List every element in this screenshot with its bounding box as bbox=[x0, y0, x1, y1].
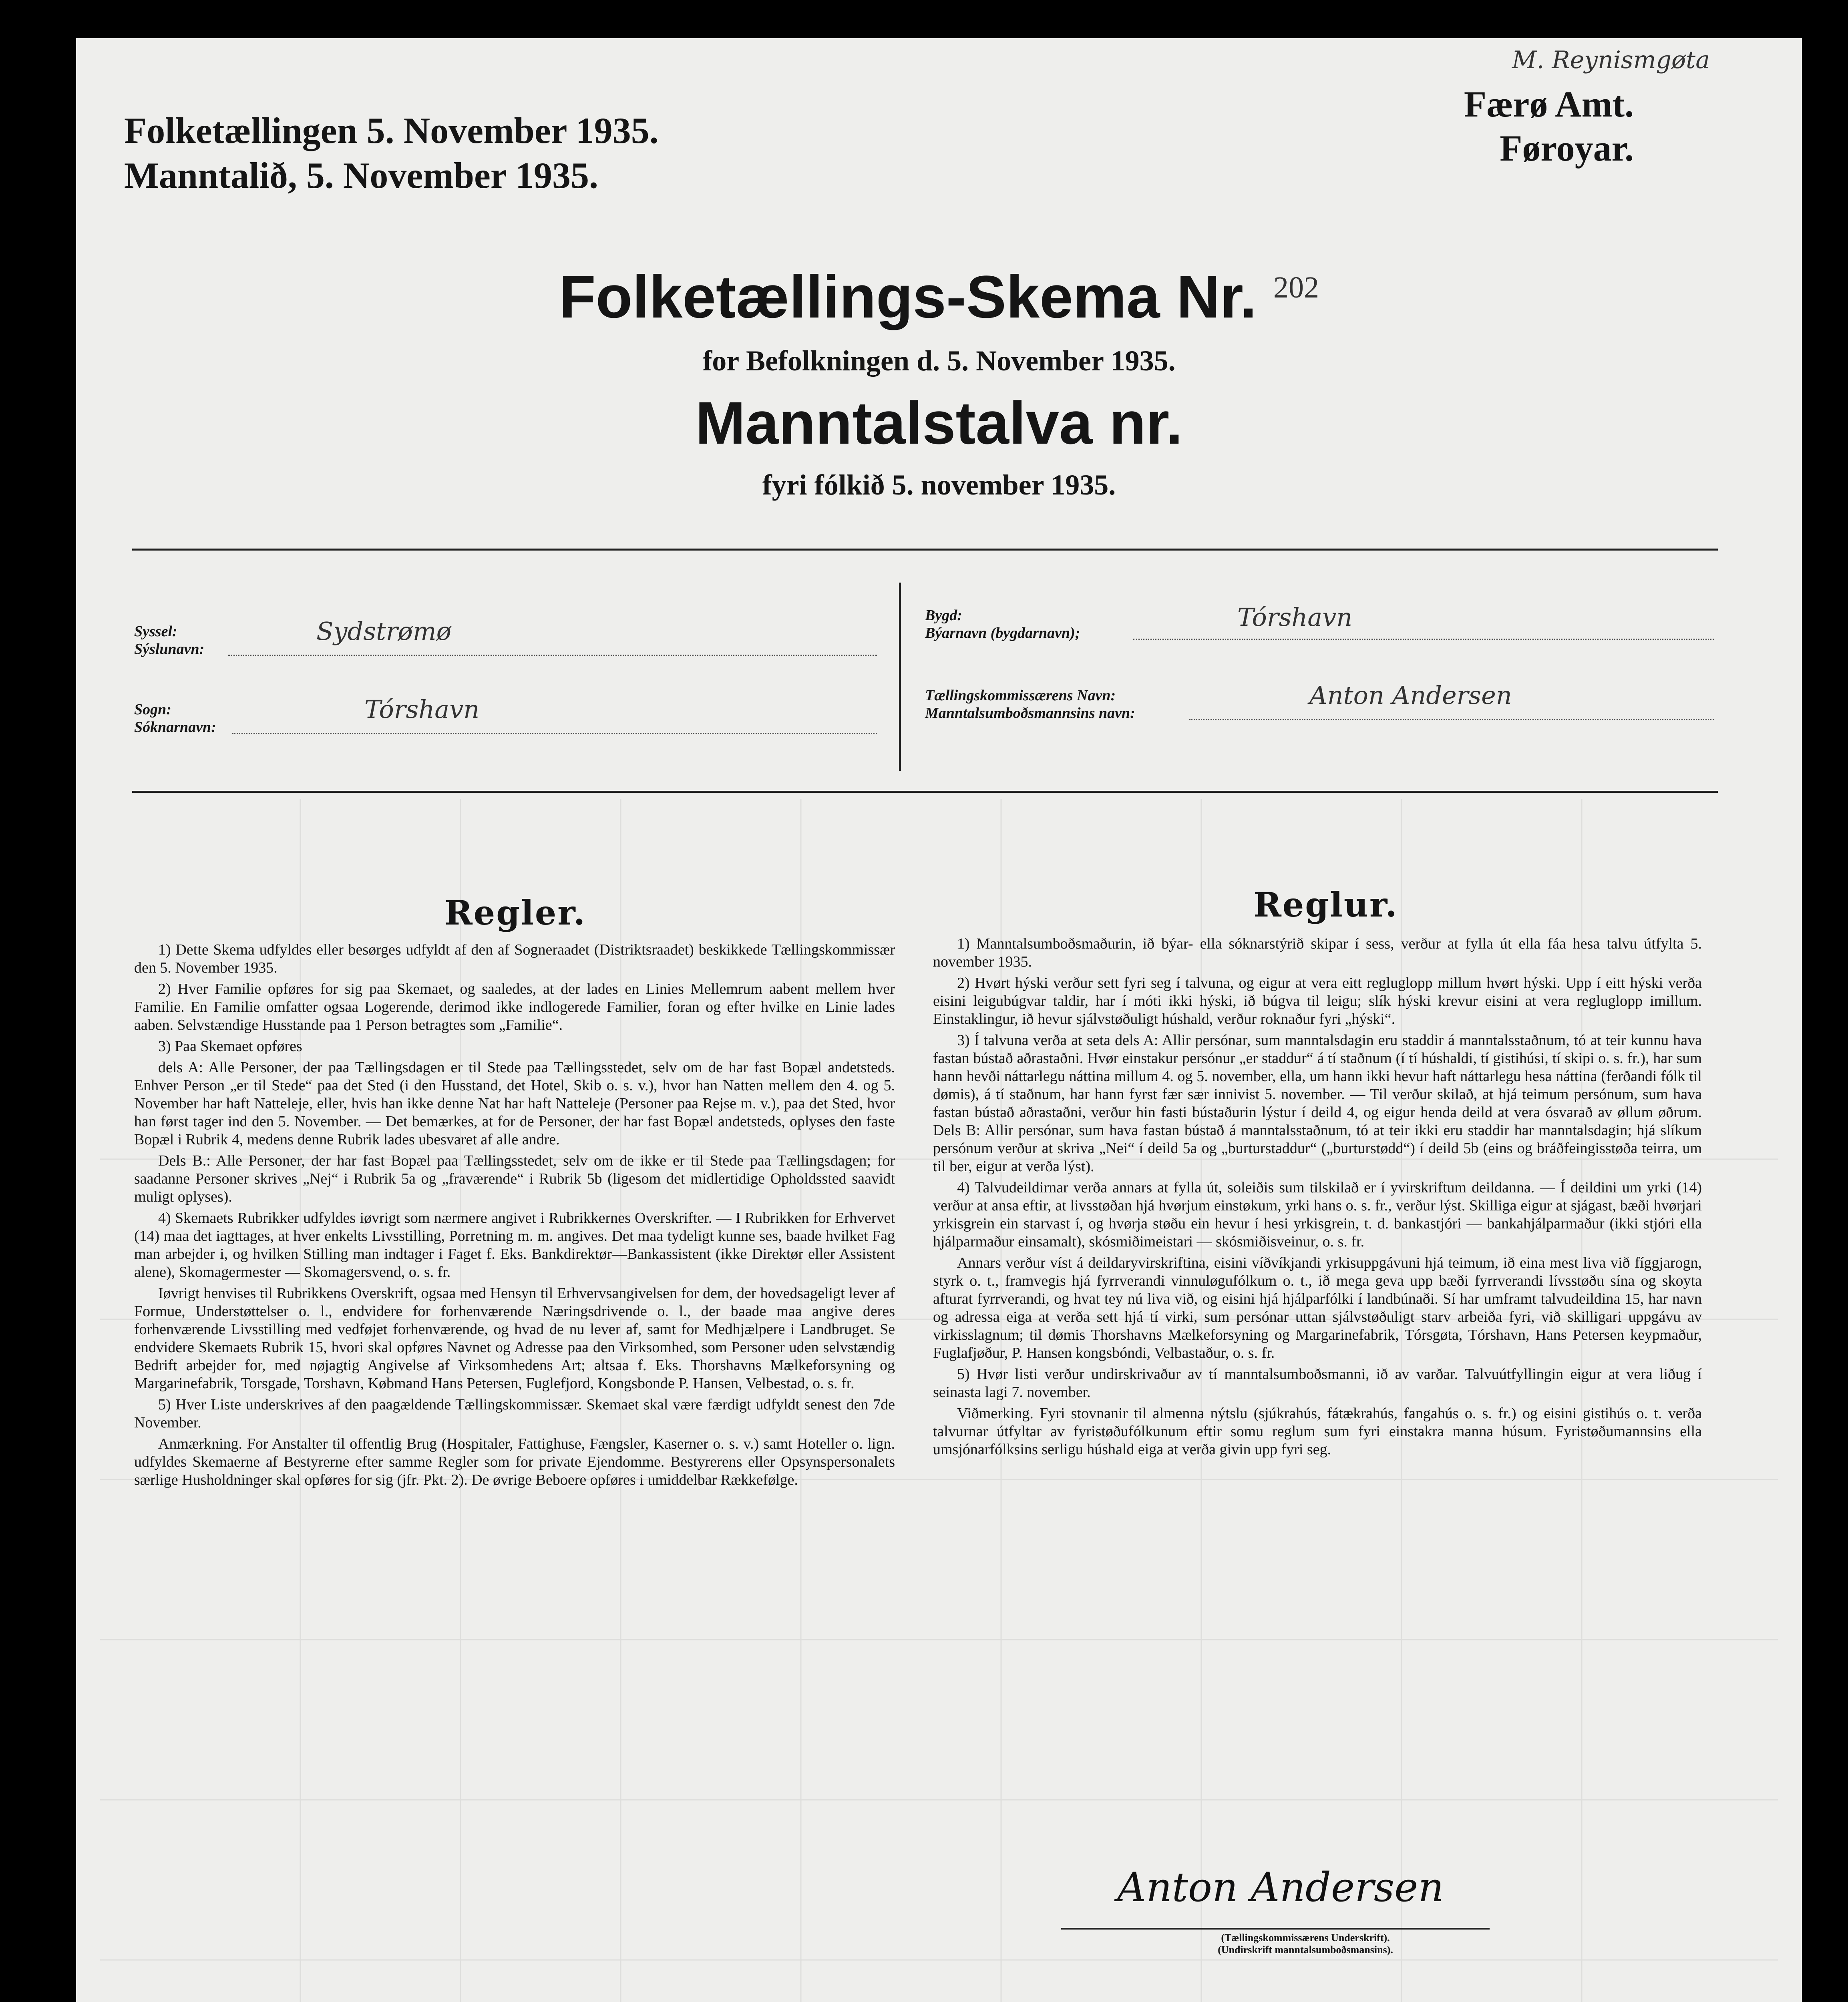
sogn-label-faroese: Sóknarnavn: bbox=[134, 719, 216, 736]
rule-fo-4-cont: Annars verður víst á deildaryvirskriftina, eisini víðvíkjandi yrkisuppgávuni hjá teimum, ið eina mest liva við fíggjarogn, styrk o. t., framvegis hjá fyrrverandi vinnuløgufólkum o. t., ið mega geva upp bæði fyrrverandi lívsstøðu sína og skoyta afturat fyrrverandi, og hvat tey nú liva við, og eisini hjá hjálparfólki í landbúnaði. Sí har umframt talvudeildina 15, har navn og adressa eiga at verða sett hjá tí virki, sum persónar uttan sjálvstøðuligt starv arbeiða fyri, við skilligari uppgávu av virkisslagnum; til dømis Thorshavns Mælkeforsyning og Margarinefabrik, Tórsgøta, Tórshavn, Hans Petersen keypmaður, Fuglafjøður, P. Hansen kongsbóndi, Velbastaður, o. s. fr. bbox=[933, 1254, 1702, 1361]
rule-da-4-cont: Iøvrigt henvises til Rubrikkens Overskrift, ogsaa med Hensyn til Erhvervsangivelsen for dem, der hovedsageligt lever af Formue, Understøttelser o. l., endvidere for forhenværende Næringsdrivende o. l., der baade maa angive deres forhenværende Livsstilling med vedføjet forhenværende, og hvad de nu lever af, samt for Medhjælpere i Landbruget. Se endvidere Skemaets Rubrik 15, hvori skal opføres Navnet og Adresse paa den Virksomhed, som Personer uden selvstændig Bedrift arbejder for, med nøjagtig Angivelse af Virksomhedens Art; altsaa f. Eks. Thorshavns Mælkeforsyning og Margarinefabrik, Torsgade, Torshavn, Købmand Hans Petersen, Fuglefjord, Kongsbonde P. Hansen, Velbestad, o. s. fr. bbox=[134, 1285, 895, 1392]
signature-line bbox=[1061, 1928, 1490, 1930]
bygd-value: Tórshavn bbox=[1237, 603, 1353, 632]
rule-fo-1: 1) Manntalsumboðsmaðurin, ið býar- ella sóknarstýrið skipar í sess, verður at fylla út ella fáa hesa talvu útfylta 5. november 1935. bbox=[933, 935, 1702, 970]
syssel-dotted-line bbox=[228, 655, 877, 656]
bygd-label-faroese: Býarnavn (bygdarnavn); bbox=[925, 625, 1080, 641]
rule-da-2: 2) Hver Familie opføres for sig paa Skemaet, og saaledes, at der lades en Linies Mellemrum aabent mellem hver Familie. En Familie omfatter ogsaa Logerende, derimod ikke indlogerede Familier, foran og efter hvilke en Linie lades aaben. Selvstændige Husstande paa 1 Person betragtes som „Familie“. bbox=[134, 981, 895, 1033]
kommissaer-dotted-line bbox=[1189, 719, 1714, 720]
rules-faroese-heading: Reglur. bbox=[1253, 885, 1398, 925]
region-faroese: Føroyar. bbox=[1500, 128, 1634, 169]
census-header-danish: Folketællingen 5. November 1935. bbox=[124, 110, 659, 151]
syssel-label bbox=[134, 623, 204, 658]
top-divider bbox=[132, 549, 1718, 551]
syssel-label-faroese: Sýslunavn: bbox=[134, 641, 205, 657]
rule-da-3: 3) Paa Skemaet opføres bbox=[158, 1038, 302, 1055]
census-header bbox=[124, 108, 659, 198]
kommissaer-label-danish: Tællingskommissærens Navn: bbox=[925, 687, 1116, 704]
sogn-value: Tórshavn bbox=[364, 695, 480, 724]
schema-subtitle: for Befolkningen d. 5. November 1935. bbox=[702, 345, 1176, 377]
census-form-sheet bbox=[76, 38, 1802, 2002]
rule-fo-2: 2) Hvørt hýski verður sett fyri seg í talvuna, og eigur at vera eitt regluglopp millum hvørt hýski. Upp í eitt hýski verða eisini leigubúgvar taldir, har í móti ikki hýski, ið búgva til leigu; slík hýski krevur eisini at vera regluglopp imillum. Einstaklingur, ið hevur sjálvstøðuligt húshald, verður roknaður fyri „hýski“. bbox=[933, 975, 1702, 1027]
region-label bbox=[1464, 82, 1634, 170]
signature: Anton Andersen bbox=[1117, 1864, 1444, 1911]
bottom-divider bbox=[132, 791, 1718, 793]
syssel-value: Sydstrømø bbox=[316, 617, 452, 646]
rule-da-3b: Dels B.: Alle Personer, der har fast Bopæl paa Tællingsstedet, selv om de ikke er til Stede paa Tællingsdagen; for saadanne Personer skrives „Nej“ i Rubrik 5a og „fraværende“ i Rubrik 5b (ligesom det midlertidige Opholdssted saavidt muligt oplyses). bbox=[134, 1152, 895, 1205]
sogn-dotted-line bbox=[232, 733, 877, 734]
signature-caption-faroese: (Undirskrift manntalsumboðsmansins). bbox=[1218, 1944, 1393, 1956]
syssel-label-danish: Syssel: bbox=[134, 623, 177, 640]
census-header-faroese: Manntalið, 5. November 1935. bbox=[124, 155, 599, 196]
rule-fo-note: Viðmerking. Fyri stovnanir til almenna nýtslu (sjúkrahús, fátækrahús, fangahús o. s. fr.) og eisini gistihús o. t. verða talvurnar útfyltar av fyristøðufólkunum eftir somu reglum sum fyri einstakra manna húsum. Fyristøðumannsins ella umsjónarfólksins serligu húshald eiga at verða givin upp fyri seg. bbox=[933, 1405, 1702, 1458]
rule-fo-5: 5) Hvør listi verður undirskrivaður av tí manntalsumboðsmanni, ið av varðar. Talvuútfyllingin eigur at vera liðug í seinasta lagi 7. november. bbox=[933, 1366, 1702, 1401]
signature-caption-danish: (Tællingskommissærens Underskrift). bbox=[1221, 1932, 1390, 1944]
rules-danish-heading: Regler. bbox=[444, 893, 587, 933]
bygd-dotted-line bbox=[1133, 639, 1714, 640]
rule-da-1: 1) Dette Skema udfyldes eller besørges udfyldt af den af Sogneraadet (Distriktsraadet) beskikkede Tællingskommissær den 5. November 1935. bbox=[134, 941, 895, 976]
rule-da-4: 4) Skemaets Rubrikker udfyldes iøvrigt som nærmere angivet i Rubrikkernes Overskrifter. — I Rubrikken for Erhvervet (14) maa det iagttages, at hver enkelts Livsstilling, Porretning m. m. angives. Det maa tydeligt kunne ses, baade hvilket Fag man arbejder i, og hvilken Stilling man indtager i Faget f. Eks. Bankdirektør—Bankassistent (ikke Direktør eller Assistent alene), Skomagermester — Skomagersvend, o. s. fr. bbox=[134, 1210, 895, 1280]
rule-da-note: Anmærkning. For Anstalter til offentlig Brug (Hospitaler, Fattighuse, Fængsler, Kaserner o. s. v.) samt Hoteller o. lign. udfyldes Skemaerne af Bestyrerne efter samme Regler som for private Ejendomme. Bestyrerens eller Opsynspersonalets særlige Husholdninger skal opføres for sig (jfr. Pkt. 2). De øvrige Beboere opføres i umiddelbar Rækkefølge. bbox=[134, 1435, 895, 1488]
field-column-divider bbox=[899, 583, 901, 771]
sogn-label bbox=[134, 701, 216, 736]
rule-fo-4: 4) Talvudeildirnar verða annars at fylla út, soleiðis sum tilskilað er í yvirskriftum deildanna. — Í deildini um yrki (14) verður at ansa eftir, at livsstøðan hjá hvørjum einstøkum, yrki hans o. s. fr., verður lýst. Skilliga eigur at sjágast, bæði hvørjari yrkisgrein ein starvast í, og hvørja støðu ein hevur í hesi yrkisgrein, t. d. bankastjóri — bankahjálparmaður (ikki stjóri ella hjálparmaður einsamalt), skósmiðimeistari — skósmiðisveinur, o. s. fr. bbox=[933, 1179, 1702, 1250]
schema-number: 202 bbox=[1273, 271, 1319, 304]
region-danish: Færø Amt. bbox=[1464, 84, 1634, 125]
manntalstalva-subtitle: fyri fólkið 5. november 1935. bbox=[762, 469, 1116, 501]
schema-title bbox=[76, 262, 1802, 332]
rules-danish-body bbox=[134, 941, 895, 1492]
signature-caption bbox=[1141, 1932, 1470, 1956]
bygd-label-danish: Bygd: bbox=[925, 607, 962, 624]
bygd-label bbox=[925, 607, 1080, 642]
rule-da-5: 5) Hver Liste underskrives af den paagældende Tællingskommissær. Skemaet skal være færdigt udfyldt senest den 7de November. bbox=[134, 1396, 895, 1431]
kommissaer-value: Anton Andersen bbox=[1309, 681, 1512, 710]
schema-title-text: Folketællings-Skema Nr. bbox=[559, 263, 1257, 330]
rule-da-3a: dels A: Alle Personer, der paa Tællingsdagen er til Stede paa Tællingsstedet, selv om de har fast Bopæl andetsteds. Enhver Person „er til Stede“ paa det Sted (i den Husstand, det Hotel, Skib o. s. v.), hvor han Natten mellem den 4. og 5. November har haft Natteleje, eller, hvis han ikke denne Nat har haft Natteleje (Personer paa Rejse m. v.), paa det Sted, hvor han først tager ind den 5. November. — Det bemærkes, at for de Personer, der har fast Bopæl andetsteds, oplyses den faste Bopæl i Rubrik 4, medens denne Rubrik lades ubesvaret af alle andre. bbox=[134, 1059, 895, 1148]
rule-fo-3: 3) Í talvuna verða at seta dels A: Allir persónar, sum manntalsdagin eru staddir á manntalsstaðnum, tó at teir kunnu hava fastan bústað aðrastaðni. Hvør einstakur persónur „er staddur“ á tí staðnum (í tí húshaldi, tí gistihúsi, tí skipi o. s. fr.), har sum hann hevði náttarlegu náttina millum 4. og 5. november, ella, um hann ikki hevur haft náttarlegu hesa náttina (ferðandi fólk til dømis), á tí staðnum, har hann fyrst fær sær innivist 5. november. — Til verður skilað, at hjá teimum persónum, sum hava fastan bústað aðrastaðni, verður hin fasti bústaðurin lýstur í deild 4, og eigur henda deild at vera ósvarað av øllum øðrum. Dels B: Allir persónar, sum hava fastan bústað á manntalsstaðnum, tó at teir ikki eru staddir har manntalsdagin; hjá slíkum persónum verður at skriva „Nei“ í deild 5a og „burturstaddur“ („burturstødd“) í deild 5b (eins og bráðfeingisstøða teirra, um til ber, eigur at verða lýst). bbox=[933, 1032, 1702, 1175]
manntalstalva-title: Manntalstalva nr. bbox=[695, 389, 1183, 456]
sogn-label-danish: Sogn: bbox=[134, 701, 171, 718]
handwritten-address-note: M. Reynismgøta bbox=[1512, 46, 1710, 74]
kommissaer-label-faroese: Manntalsumboðsmannsins navn: bbox=[925, 705, 1135, 722]
rules-faroese-body bbox=[933, 935, 1702, 1462]
kommissaer-label bbox=[925, 687, 1135, 722]
